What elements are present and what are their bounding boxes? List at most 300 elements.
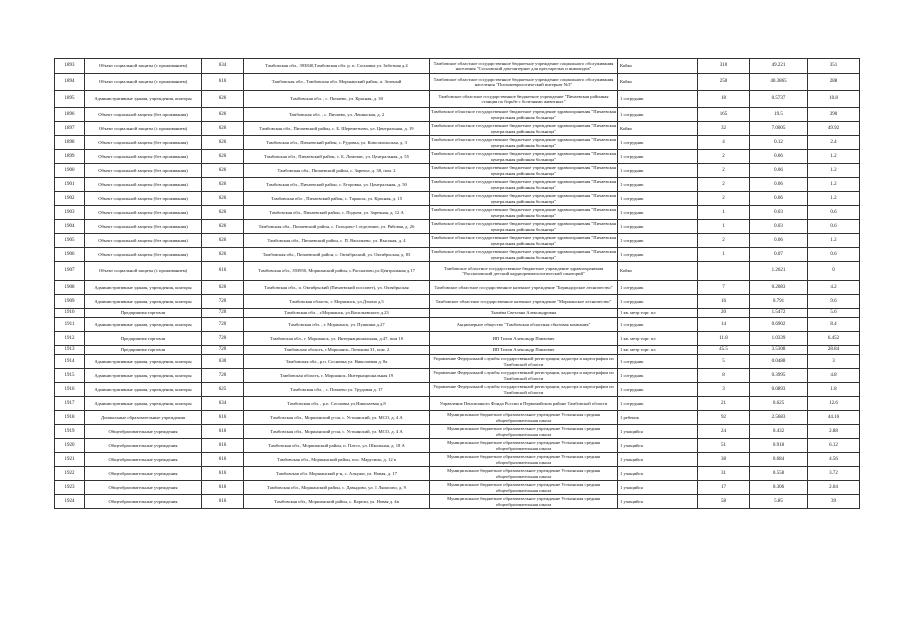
cell-organization: Муниципальное бюджетное образовательное учреждение Устьинская средняя общеобразовательная школа xyxy=(430,467,618,481)
table-row xyxy=(55,309,860,318)
cell-object-type: Объект социальной защиты (без проживания) xyxy=(85,206,202,220)
cell-organization: ИП Тихов Александр Павлович xyxy=(430,346,618,355)
cell-organization: Тамбовское областное государственное бюджетное учреждение здравоохранения "Пичаевская центральная районная больница" xyxy=(431,137,616,148)
cell-row-number: 1919 xyxy=(55,425,85,439)
cell-area-value: 0.791 xyxy=(750,295,808,309)
cell-count-value: 6.452 xyxy=(808,332,860,346)
cell-row-number: 1924 xyxy=(55,495,85,509)
cell-count-value: 28.84 xyxy=(808,346,860,355)
cell-unit-of-measure: 1 сотрудник xyxy=(618,108,698,122)
cell-capacity: 165 xyxy=(698,108,750,122)
cell-capacity: 31 xyxy=(698,467,750,481)
cell-object-type: Административные здания, учреждения, конторы xyxy=(85,369,202,383)
cell-code: 626 xyxy=(202,178,244,192)
cell-capacity: 2 xyxy=(698,192,750,206)
table-row xyxy=(55,332,860,346)
cell-capacity: 250 xyxy=(698,74,750,91)
cell-unit-of-measure: 1 кв. метр торг. пл xyxy=(618,309,698,318)
cell-count-value: 1.2 xyxy=(808,192,860,206)
cell-area-value: 0.625 xyxy=(750,397,808,411)
cell-unit-of-measure: 1 сотрудник xyxy=(618,206,698,220)
cell-organization: Тамбовское областное государственное бюджетное учреждение здравоохранения "Пичаевская центральная районная больница" xyxy=(431,235,616,246)
cell-address: Тамбовская обл. , Пичаевский район, с. Тараксы, ул. Красная, д. 15 xyxy=(244,192,430,206)
cell-unit-of-measure: 1 ребенок xyxy=(618,411,698,425)
cell-address: Тамбовская обл., Моршанский район, п. Плесо, ул. Школьная, д. 18 А xyxy=(244,439,430,453)
cell-unit-of-measure: 1 учащийся xyxy=(618,481,698,495)
cell-address: Тамбовская обл., Моршанский район, с. Карели, ул. Новая д. 4в xyxy=(244,495,430,509)
cell-capacity: 8 xyxy=(698,369,750,383)
cell-capacity xyxy=(698,262,750,281)
cell-area-value: 0.684 xyxy=(750,453,808,467)
cell-code: 626 xyxy=(202,281,244,295)
cell-code: 634 xyxy=(202,397,244,411)
cell-code: 626 xyxy=(202,206,244,220)
cell-address: Тамбовская обл., п. Октябрьский (Пичаевский поссовет), ул. Октябрьская xyxy=(244,281,430,295)
cell-organization: Тамбовское областное государственное бюджетное учреждение здравоохранения "Пичаевская центральная районная больница" xyxy=(431,165,616,176)
cell-address: Тамбовская обл., Моршанский район, пос. Марусино, д. 12 в xyxy=(244,453,430,467)
cell-unit-of-measure: 1 сотрудник xyxy=(618,91,698,108)
cell-object-type: Объект социальной защиты (с проживанием) xyxy=(85,59,202,74)
cell-capacity: 3 xyxy=(698,383,750,397)
cell-code: 626 xyxy=(202,122,244,136)
table-row xyxy=(55,122,860,136)
cell-object-type: Объект социальной защиты (без проживания) xyxy=(85,164,202,178)
cell-code: 616 xyxy=(202,411,244,425)
table-row xyxy=(55,74,860,91)
cell-object-type: Административные здания, учреждения, конторы xyxy=(85,355,202,369)
cell-code: 626 xyxy=(202,164,244,178)
cell-object-type: Объект социальной защиты (с проживанием) xyxy=(85,74,202,91)
cell-unit-of-measure: 1 кв. метр торг. пл xyxy=(618,332,698,346)
cell-code: 626 xyxy=(202,220,244,234)
cell-address: Тамбовская область, г.Моршанск, Лотикова 31, пом. 2 xyxy=(244,346,430,355)
cell-object-type: Общеобразовательные учреждения xyxy=(85,425,202,439)
cell-count-value: 3.72 xyxy=(808,467,860,481)
cell-count-value: 4.2 xyxy=(808,281,860,295)
cell-area-value: 0.06 xyxy=(750,150,808,164)
cell-organization: Тамбовское областное государственное бюджетное учреждение социального обслуживания населения "Психоневрологический интернат №3" xyxy=(430,74,618,91)
cell-count-value: 1.2 xyxy=(808,178,860,192)
cell-object-type: Объект социальной защиты (без проживания) xyxy=(85,248,202,262)
cell-capacity: 17 xyxy=(698,481,750,495)
table-row xyxy=(55,248,860,262)
cell-area-value: 0.03 xyxy=(750,220,808,234)
cell-area-value: 0.0488 xyxy=(750,355,808,369)
cell-object-type: Объект социальной защиты (с проживанием) xyxy=(85,262,202,281)
cell-row-number: 1901 xyxy=(55,178,85,192)
cell-area-value: 0.06 xyxy=(750,234,808,248)
cell-address: Тамбовская обл., Моршанский р-он, с. Устьинский, ул. МСО, д. 4 А xyxy=(244,411,430,425)
cell-row-number: 1896 xyxy=(55,108,85,122)
cell-object-type: Административные здания, учреждения, конторы xyxy=(85,91,202,108)
cell-code: 616 xyxy=(202,74,244,91)
cell-capacity: 7 xyxy=(698,281,750,295)
cell-count-value: 5.6 xyxy=(808,309,860,318)
table-row xyxy=(55,91,860,108)
cell-code: 626 xyxy=(202,91,244,108)
table-body xyxy=(55,59,860,509)
cell-capacity: 92 xyxy=(698,411,750,425)
cell-object-type: Объект социальной защиты (с проживанием) xyxy=(85,122,202,136)
cell-area-value: 40.3865 xyxy=(750,74,808,91)
cell-unit-of-measure: 1 сотрудник xyxy=(618,234,698,248)
table-row xyxy=(55,262,860,281)
cell-count-value: 10.8 xyxy=(808,91,860,108)
cell-unit-of-measure: Койко xyxy=(618,122,698,136)
cell-count-value: 8.4 xyxy=(808,318,860,332)
cell-capacity: 45.5 xyxy=(698,346,750,355)
table-row xyxy=(55,439,860,453)
cell-code: 616 xyxy=(202,481,244,495)
cell-row-number: 1900 xyxy=(55,164,85,178)
cell-capacity: 2 xyxy=(698,164,750,178)
cell-address: Тамбовская обл., г. Моршанск, ул. Интернациональная, д.47, пом 10 xyxy=(244,332,430,346)
cell-object-type: Общеобразовательные учреждения xyxy=(85,453,202,467)
cell-unit-of-measure: 1 сотрудник xyxy=(618,220,698,234)
cell-count-value: 39 xyxy=(808,495,860,509)
cell-organization: Муниципальное бюджетное образовательное учреждение Устьинская средняя общеобразовательная школа xyxy=(430,481,618,495)
cell-address: Тамбовская обл., Пичаевский район, с. Егоровка, ул. Центральная, д. 50 xyxy=(244,178,430,192)
cell-row-number: 1916 xyxy=(55,383,85,397)
cell-area-value: 1.2621 xyxy=(750,262,808,281)
cell-count-value: 4.56 xyxy=(808,453,860,467)
cell-unit-of-measure: 1 учащийся xyxy=(618,467,698,481)
cell-count-value: 288 xyxy=(808,74,860,91)
table-row xyxy=(55,346,860,355)
cell-address: Тамбовская обл. , с. Пичаево ул. Трудовая д. 17 xyxy=(244,383,430,397)
cell-capacity: 2 xyxy=(698,234,750,248)
cell-unit-of-measure: 1 учащийся xyxy=(618,425,698,439)
cell-address: Тамбовская обл., Моршанский р-он, с. Устьинский, ул. МСО, д. 4 А xyxy=(244,425,430,439)
cell-organization: Тамбовское областное государственное казенное учреждение "Бериндорское лесничество" xyxy=(430,281,618,295)
cell-area-value: 2.5683 xyxy=(750,411,808,425)
table-row xyxy=(55,369,860,383)
cell-code: 626 xyxy=(202,192,244,206)
cell-area-value: 0.3995 xyxy=(750,369,808,383)
table-row xyxy=(55,234,860,248)
cell-address: Тамбовская обл. Моршанский р-н, с. Алкужи, ул. Новая, д. 17 xyxy=(244,467,430,481)
cell-area-value: 3.5308 xyxy=(750,346,808,355)
cell-count-value: 351 xyxy=(808,59,860,74)
cell-object-type: Объект социальной защиты (без проживания) xyxy=(85,136,202,150)
cell-count-value: 2.88 xyxy=(808,425,860,439)
cell-area-value: 0.03 xyxy=(750,206,808,220)
cell-unit-of-measure: 1 учащийся xyxy=(618,439,698,453)
cell-area-value: 1.0339 xyxy=(750,332,808,346)
table-row xyxy=(55,136,860,150)
cell-address: Тамбовская обл. , р.п. Сосновка ул.Николаевая д.8 xyxy=(244,397,430,411)
cell-organization: Управление Пенсионного Фонда России в Первомайском районе Тамбовской области xyxy=(430,397,618,411)
cell-organization: Тамбовское областное государственное бюджетное учреждение здравоохранения "Рассказовский детский кардиоревматологический санаторий" xyxy=(430,262,618,281)
cell-capacity: 2 xyxy=(698,178,750,192)
cell-address: Тамбовская обл., Пичаевский район, с. Октябрьский, ул. Октябрьская, д. 83 xyxy=(244,248,430,262)
cell-address: Тамбовская обл. , с. Пичаево, ул. Ленинская, д. 2 xyxy=(244,108,430,122)
cell-organization: Муниципальное бюджетное образовательное учреждение Устьинская средняя общеобразовательная школа xyxy=(430,411,618,425)
cell-object-type: Предприятия торговли xyxy=(85,332,202,346)
cell-unit-of-measure: 1 сотрудник xyxy=(618,355,698,369)
cell-organization: Муниципальное бюджетное образовательное учреждение Устьинская средняя общеобразовательная школа xyxy=(430,495,618,509)
cell-unit-of-measure: 1 сотрудник xyxy=(618,383,698,397)
cell-unit-of-measure: 1 кв. метр торг. пл xyxy=(618,346,698,355)
cell-capacity: 58 xyxy=(698,495,750,509)
cell-capacity: 1 xyxy=(698,248,750,262)
cell-row-number: 1906 xyxy=(55,248,85,262)
table-row xyxy=(55,178,860,192)
cell-address: Тамбовская обл. , г.Моршанск, ул.Васильевского д.23 xyxy=(244,309,430,318)
table-row xyxy=(55,318,860,332)
cell-count-value: 390 xyxy=(808,108,860,122)
cell-address: Тамбовская область, г. Моршанск, ул.Дзхона д.5 xyxy=(244,295,430,309)
cell-organization: Управление Федеральной службы государственной регистрации, кадастра и картографии по Тамбовской области xyxy=(430,355,618,369)
table-row xyxy=(55,220,860,234)
cell-object-type: Объект социальной защиты (без проживания) xyxy=(85,108,202,122)
cell-row-number: 1920 xyxy=(55,439,85,453)
cell-code: 616 xyxy=(202,453,244,467)
cell-address: Тамбовская обл., Пичаевский район, с. П. Васильево, ул. Высокая, д. 4 xyxy=(244,234,430,248)
cell-area-value: 0.6902 xyxy=(750,318,808,332)
cell-code: 616 xyxy=(202,425,244,439)
cell-capacity: 14 xyxy=(698,318,750,332)
cell-area-value: 0.306 xyxy=(750,481,808,495)
cell-object-type: Объект социальной защиты (без проживания) xyxy=(85,178,202,192)
cell-object-type: Предприятия торговли xyxy=(85,346,202,355)
cell-code: 720 xyxy=(202,346,244,355)
cell-unit-of-measure: 1 сотрудник xyxy=(618,281,698,295)
cell-organization: Тамбовское областное государственное бюджетное учреждение социального обслуживания населения "Сосновский дом-интернат для престарелых и инвалидов" xyxy=(430,59,618,74)
cell-code: 720 xyxy=(202,332,244,346)
cell-area-value: 19.5 xyxy=(750,108,808,122)
cell-row-number: 1921 xyxy=(55,453,85,467)
cell-row-number: 1903 xyxy=(55,206,85,220)
cell-area-value: 1.5472 xyxy=(750,309,808,318)
cell-code: 630 xyxy=(202,355,244,369)
cell-unit-of-measure: Койко xyxy=(618,59,698,74)
cell-address: Тамбовская обл., Пичаевский район, с. Б. Шереметьево, ул. Центральная, д. 19 xyxy=(244,122,430,136)
cell-area-value: 5.85 xyxy=(750,495,808,509)
cell-code: 634 xyxy=(202,59,244,74)
cell-area-value: 0.12 xyxy=(750,136,808,150)
table-row xyxy=(55,453,860,467)
cell-code: 720 xyxy=(202,369,244,383)
cell-capacity: 310 xyxy=(698,59,750,74)
cell-address: Тамбовская обл., 393840,Тамбовская обл. р. п. Сосновка ул. Заботная д.4 xyxy=(244,59,430,74)
cell-organization: Ткачёва Светлана Александровна xyxy=(430,309,618,318)
cell-organization: Муниципальное бюджетное образовательное учреждение Устьинская средняя общеобразовательная школа xyxy=(430,453,618,467)
cell-area-value: 0.2083 xyxy=(750,281,808,295)
cell-unit-of-measure: 1 учащийся xyxy=(618,453,698,467)
table-row xyxy=(55,281,860,295)
table-row xyxy=(55,495,860,509)
cell-area-value: 0.07 xyxy=(750,248,808,262)
cell-area-value: 0.5737 xyxy=(750,91,808,108)
cell-row-number: 1902 xyxy=(55,192,85,206)
cell-area-value: 0.558 xyxy=(750,467,808,481)
cell-code: 616 xyxy=(202,467,244,481)
cell-capacity: 38 xyxy=(698,453,750,467)
cell-address: Тамбовская обл., Моршанский район, с. Давыдово, ул. 1 Ляпасово, д. 9 xyxy=(244,481,430,495)
table-row xyxy=(55,150,860,164)
cell-object-type: Общеобразовательные учреждения xyxy=(85,481,202,495)
cell-row-number: 1899 xyxy=(55,150,85,164)
cell-row-number: 1893 xyxy=(55,59,85,74)
cell-area-value: 0.432 xyxy=(750,425,808,439)
cell-capacity: 20 xyxy=(698,309,750,318)
table-row xyxy=(55,383,860,397)
cell-unit-of-measure: 1 учащийся xyxy=(618,495,698,509)
cell-row-number: 1909 xyxy=(55,295,85,309)
cell-code: 626 xyxy=(202,234,244,248)
cell-address: Тамбовская обл., Пичаевский район, с. Рудовка, ул. Комсомольская, д. 3 xyxy=(244,136,430,150)
cell-address: Тамбовская область, г. Моршанск, Интернациональная 19 xyxy=(244,369,430,383)
cell-object-type: Объект социальной защиты (без проживания) xyxy=(85,150,202,164)
cell-capacity: 24 xyxy=(698,425,750,439)
cell-organization: Тамбовское областное государственное бюджетное учреждение здравоохранения "Пичаевская центральная районная больница" xyxy=(431,193,616,204)
cell-count-value: 0.6 xyxy=(808,248,860,262)
cell-unit-of-measure: 1 сотрудник xyxy=(618,369,698,383)
cell-capacity: 4 xyxy=(698,136,750,150)
cell-organization: ИП Тихов Александр Павлович xyxy=(430,332,618,346)
table-row xyxy=(55,397,860,411)
registry-table xyxy=(54,58,860,509)
cell-row-number: 1904 xyxy=(55,220,85,234)
cell-code: 625 xyxy=(202,383,244,397)
cell-address: Тамбовская обл., 393950, Моршанский район, с.Рассказово,ул.Центральная д.17 xyxy=(244,262,430,281)
cell-address: Тамбовская обл., р.п. Сосновка ул. Николаевая д. 8а xyxy=(244,355,430,369)
cell-organization: Тамбовское областное государственное бюджетное учреждение здравоохранения "Пичаевская центральная районная больница" xyxy=(431,109,616,120)
cell-address: Тамбовская обл., Пичаевский район, с. Б. Ломовис, ул. Центральная, д. 55 xyxy=(244,150,430,164)
table-row xyxy=(55,467,860,481)
cell-count-value: 2.4 xyxy=(808,136,860,150)
cell-count-value: 1.8 xyxy=(808,383,860,397)
cell-capacity: 11.8 xyxy=(698,332,750,346)
cell-object-type: Административные здания, учреждения, конторы xyxy=(85,397,202,411)
cell-capacity: 32 xyxy=(698,122,750,136)
cell-organization: Управление Федеральной службы государственной регистрации, кадастра и картографии по Тамбовской области xyxy=(430,369,618,383)
cell-object-type: Административные здания, учреждения, конторы xyxy=(85,281,202,295)
cell-organization: Тамбовское областное государственное бюджетное учреждение здравоохранения "Пичаевская центральная районная больница" xyxy=(431,151,616,162)
cell-count-value: 6.12 xyxy=(808,439,860,453)
cell-address: Тамбовская обл., Пичаевский район, с. Гольцово-1 отделение, ул. Рябовая, д. 26 xyxy=(244,220,430,234)
cell-count-value: 0.6 xyxy=(808,206,860,220)
cell-organization: Тамбовское областное государственное бюджетное учреждение здравоохранения "Пичаевская центральная районная больница" xyxy=(431,207,616,218)
cell-code: 626 xyxy=(202,150,244,164)
cell-count-value: 2.04 xyxy=(808,481,860,495)
cell-count-value: 1.2 xyxy=(808,234,860,248)
cell-code: 626 xyxy=(202,248,244,262)
cell-address: Тамбовская обл. , с. Пичаево, ул. Красная, д. 30 xyxy=(244,91,430,108)
cell-organization: Тамбовское областное государственное бюджетное учреждение здравоохранения "Пичаевская центральная районная больница" xyxy=(431,221,616,232)
cell-count-value: 1.2 xyxy=(808,164,860,178)
cell-organization: Тамбовское областное государственное казенное учреждение "Моршанское лесничество" xyxy=(430,295,618,309)
table-row xyxy=(55,411,860,425)
cell-row-number: 1913 xyxy=(55,346,85,355)
table-row xyxy=(55,59,860,74)
cell-unit-of-measure: 1 сотрудник xyxy=(618,295,698,309)
cell-area-value: 7.0005 xyxy=(750,122,808,136)
cell-unit-of-measure: 1 сотрудник xyxy=(618,178,698,192)
cell-organization: Тамбовское областное государственное бюджетное учреждение здравоохранения "Пичаевская центральная районная больница" xyxy=(431,179,616,190)
cell-unit-of-measure: 1 сотрудник xyxy=(618,397,698,411)
cell-code: 616 xyxy=(202,262,244,281)
cell-unit-of-measure: 1 сотрудник xyxy=(618,136,698,150)
cell-organization: Акционерное общество "Тамбовская областная сбытовая компания" xyxy=(430,318,618,332)
table-row xyxy=(55,192,860,206)
cell-row-number: 1912 xyxy=(55,332,85,346)
cell-object-type: Общеобразовательные учреждения xyxy=(85,467,202,481)
cell-code: 720 xyxy=(202,295,244,309)
cell-row-number: 1922 xyxy=(55,467,85,481)
cell-address: Тамбовская обл., Пичаевский район, с. Заречье, д. 38, пом. 2 xyxy=(244,164,430,178)
cell-unit-of-measure: 1 сотрудник xyxy=(618,248,698,262)
cell-count-value: 44.16 xyxy=(808,411,860,425)
cell-object-type: Административные здания, учреждения, конторы xyxy=(85,295,202,309)
cell-capacity: 16 xyxy=(698,295,750,309)
table-row xyxy=(55,355,860,369)
cell-area-value: 0.06 xyxy=(750,178,808,192)
cell-address: Тамбовская обл. , г. Моршанск, ул. Пушкина д.27 xyxy=(244,318,430,332)
cell-object-type: Объект социальной защиты (без проживания) xyxy=(85,234,202,248)
cell-object-type: Предприятия торговли xyxy=(85,309,202,318)
cell-organization: Тамбовское областное государственное бюджетное учреждение здравоохранения "Пичаевская центральная районная больница" xyxy=(431,123,616,134)
cell-address: Тамбовская обл., Тамбовская обл. Моршанский район, п. Зеленый xyxy=(244,74,430,91)
cell-row-number: 1910 xyxy=(55,309,85,318)
cell-row-number: 1915 xyxy=(55,369,85,383)
cell-row-number: 1898 xyxy=(55,136,85,150)
cell-code: 720 xyxy=(202,309,244,318)
cell-row-number: 1923 xyxy=(55,481,85,495)
cell-capacity: 21 xyxy=(698,397,750,411)
cell-organization: Тамбовское областное государственное бюджетное учреждение здравоохранения "Пичаевская центральная районная больница" xyxy=(431,249,616,260)
cell-row-number: 1914 xyxy=(55,355,85,369)
cell-code: 626 xyxy=(202,108,244,122)
cell-row-number: 1905 xyxy=(55,234,85,248)
cell-object-type: Объект социальной защиты (без проживания) xyxy=(85,192,202,206)
cell-count-value: 4.8 xyxy=(808,369,860,383)
cell-object-type: Административные здания, учреждения, конторы xyxy=(85,318,202,332)
cell-row-number: 1894 xyxy=(55,74,85,91)
cell-object-type: Административные здания, учреждения, конторы xyxy=(85,383,202,397)
cell-row-number: 1895 xyxy=(55,91,85,108)
cell-code: 616 xyxy=(202,439,244,453)
cell-row-number: 1911 xyxy=(55,318,85,332)
cell-capacity: 2 xyxy=(698,150,750,164)
cell-area-value: 0.06 xyxy=(750,192,808,206)
cell-organization: Тамбовское областное государственное бюджетное учреждение "Пичаевская районная станция по борьбе с болезнями животных" xyxy=(430,91,618,108)
cell-area-value: 49.221 xyxy=(750,59,808,74)
cell-object-type: Общеобразовательные учреждения xyxy=(85,495,202,509)
cell-unit-of-measure: 1 сотрудник xyxy=(618,150,698,164)
cell-code: 720 xyxy=(202,318,244,332)
cell-capacity: 1 xyxy=(698,206,750,220)
cell-count-value: 12.6 xyxy=(808,397,860,411)
cell-count-value: 3 xyxy=(808,355,860,369)
cell-count-value: 0.6 xyxy=(808,220,860,234)
table-row xyxy=(55,481,860,495)
cell-area-value: 0.918 xyxy=(750,439,808,453)
cell-row-number: 1907 xyxy=(55,262,85,281)
cell-count-value: 1.2 xyxy=(808,150,860,164)
cell-area-value: 0.0893 xyxy=(750,383,808,397)
cell-object-type: Дошкольные образовательные учреждения xyxy=(85,411,202,425)
cell-capacity: 18 xyxy=(698,91,750,108)
cell-count-value: 9.6 xyxy=(808,295,860,309)
cell-code: 616 xyxy=(202,495,244,509)
cell-organization: Муниципальное бюджетное образовательное учреждение Устьинская средняя общеобразовательная школа xyxy=(430,425,618,439)
cell-area-value: 0.06 xyxy=(750,164,808,178)
table-row xyxy=(55,295,860,309)
cell-capacity: 1 xyxy=(698,220,750,234)
cell-unit-of-measure: 1 сотрудник xyxy=(618,164,698,178)
